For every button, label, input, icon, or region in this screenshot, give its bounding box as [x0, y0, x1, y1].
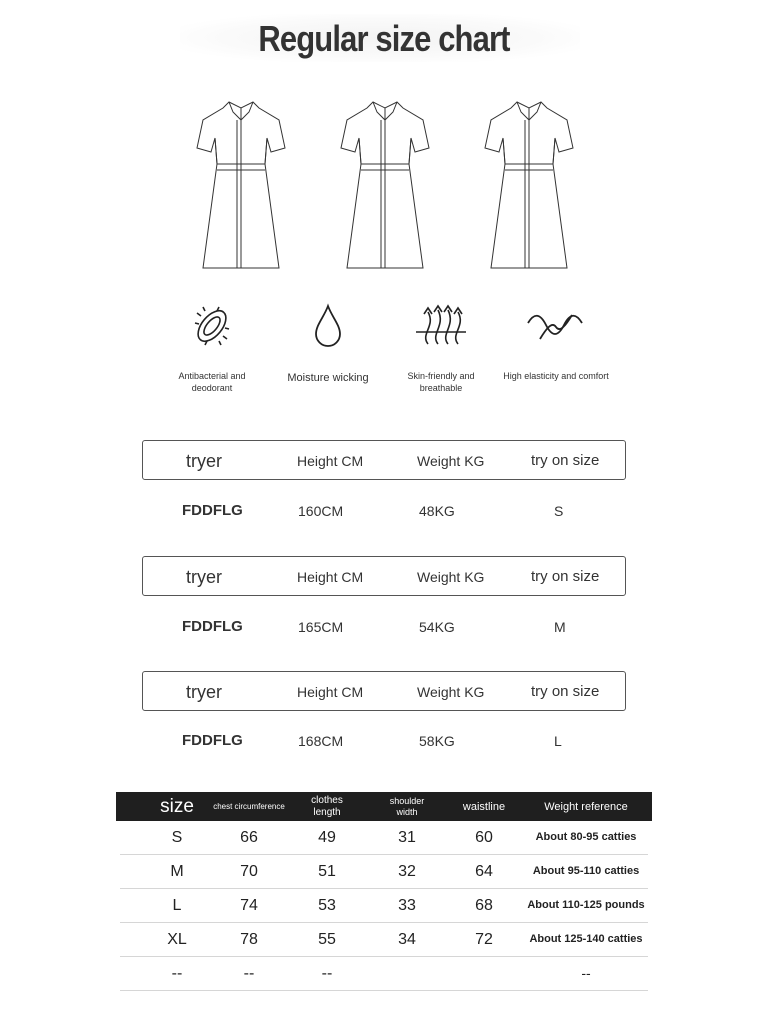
- tryer-header-box: [142, 556, 626, 596]
- page-title: Regular size chart: [258, 18, 510, 59]
- cell-waist: 64: [475, 863, 493, 880]
- cell-size: --: [171, 965, 183, 982]
- header-tryer: tryer: [186, 567, 222, 587]
- feature-breathable: [386, 296, 496, 394]
- cell-shoulder: 34: [398, 931, 416, 948]
- cell-chest: 74: [240, 897, 258, 914]
- header-size: size: [160, 795, 194, 817]
- cell-size: L: [172, 897, 182, 914]
- tryer-header-box: [142, 440, 626, 480]
- elastic-wave-icon: [501, 296, 611, 356]
- tryer-size: S: [554, 503, 564, 519]
- dress-illustration: [481, 98, 577, 274]
- cell-weight: --: [581, 965, 591, 981]
- tryer-name: FDDFLG: [182, 732, 243, 749]
- header-weight: Weight KG: [417, 569, 485, 585]
- tryer-size: M: [554, 619, 566, 635]
- tryer-weight: 54KG: [419, 619, 455, 635]
- cell-clothes: 53: [318, 897, 336, 914]
- feature-antibacterial: [157, 296, 267, 394]
- tryer-row: [142, 615, 626, 639]
- cell-size: M: [170, 863, 184, 880]
- header-height: Height CM: [297, 684, 364, 700]
- header-tryer: tryer: [186, 682, 222, 702]
- cell-waist: 68: [475, 897, 493, 914]
- feature-moisture: [273, 296, 383, 384]
- tryer-height: 165CM: [298, 619, 344, 635]
- header-weight: Weight KG: [417, 684, 485, 700]
- cell-shoulder: 31: [398, 829, 416, 846]
- feature-label: Skin-friendly and breathable: [407, 371, 475, 393]
- dress-illustration: [337, 98, 433, 274]
- cell-waist: 60: [475, 829, 493, 846]
- cell-shoulder: 33: [398, 897, 416, 914]
- cell-clothes: 51: [318, 863, 336, 880]
- tryer-name: FDDFLG: [182, 502, 243, 519]
- table-row: [120, 855, 648, 889]
- size-table: [116, 792, 652, 991]
- cell-size: S: [171, 829, 183, 846]
- feature-label: Antibacterial and deodorant: [178, 371, 246, 393]
- bacteria-icon: [157, 296, 267, 356]
- table-row: [120, 821, 648, 855]
- tryer-name: FDDFLG: [182, 618, 243, 635]
- tryer-row: [142, 499, 626, 523]
- cell-waist: 72: [475, 931, 493, 948]
- cell-chest: 78: [240, 931, 258, 948]
- tryer-weight: 58KG: [419, 733, 455, 749]
- tryer-height: 160CM: [298, 503, 344, 519]
- tryer-height: 168CM: [298, 733, 344, 749]
- tryer-size: L: [554, 733, 562, 749]
- cell-shoulder: [366, 957, 448, 990]
- header-shoulder-width: shoulder width: [389, 795, 425, 817]
- header-chest: chest circumference: [213, 801, 285, 811]
- header-try-on-size: try on size: [531, 568, 600, 585]
- feature-elasticity: [501, 296, 611, 382]
- cell-clothes: 49: [318, 829, 336, 846]
- breathable-arrows-icon: [386, 296, 496, 356]
- dress-illustration: [193, 98, 289, 274]
- header-weight: Weight KG: [417, 453, 485, 469]
- cell-weight: About 125-140 catties: [529, 933, 643, 945]
- tryer-header-box: [142, 671, 626, 711]
- cell-weight: About 95-110 catties: [532, 865, 640, 877]
- table-row: [120, 923, 648, 957]
- tryer-row: [142, 729, 626, 753]
- cell-chest: --: [243, 965, 255, 982]
- cell-chest: 70: [240, 863, 258, 880]
- header-weight-reference: Weight reference: [544, 800, 628, 813]
- header-height: Height CM: [297, 453, 364, 469]
- cell-shoulder: 32: [398, 863, 416, 880]
- header-waistline: waistline: [462, 800, 506, 813]
- size-table-header: [116, 792, 652, 821]
- cell-weight: About 80-95 catties: [535, 831, 637, 843]
- tryer-weight: 48KG: [419, 503, 455, 519]
- table-row: [120, 889, 648, 923]
- cell-clothes: --: [321, 965, 333, 982]
- header-clothes-length: clothes length: [311, 794, 343, 818]
- cell-waist: [443, 957, 525, 990]
- header-height: Height CM: [297, 569, 364, 585]
- water-drop-icon: [273, 296, 383, 356]
- feature-label: Moisture wicking: [287, 372, 369, 384]
- table-row: [120, 957, 648, 991]
- header-try-on-size: try on size: [531, 683, 600, 700]
- feature-label: High elasticity and comfort: [503, 371, 609, 381]
- cell-chest: 66: [240, 829, 258, 846]
- cell-size: XL: [167, 931, 187, 948]
- cell-weight: About 110-125 pounds: [527, 899, 645, 911]
- cell-clothes: 55: [318, 931, 336, 948]
- header-try-on-size: try on size: [531, 452, 600, 469]
- header-tryer: tryer: [186, 451, 222, 471]
